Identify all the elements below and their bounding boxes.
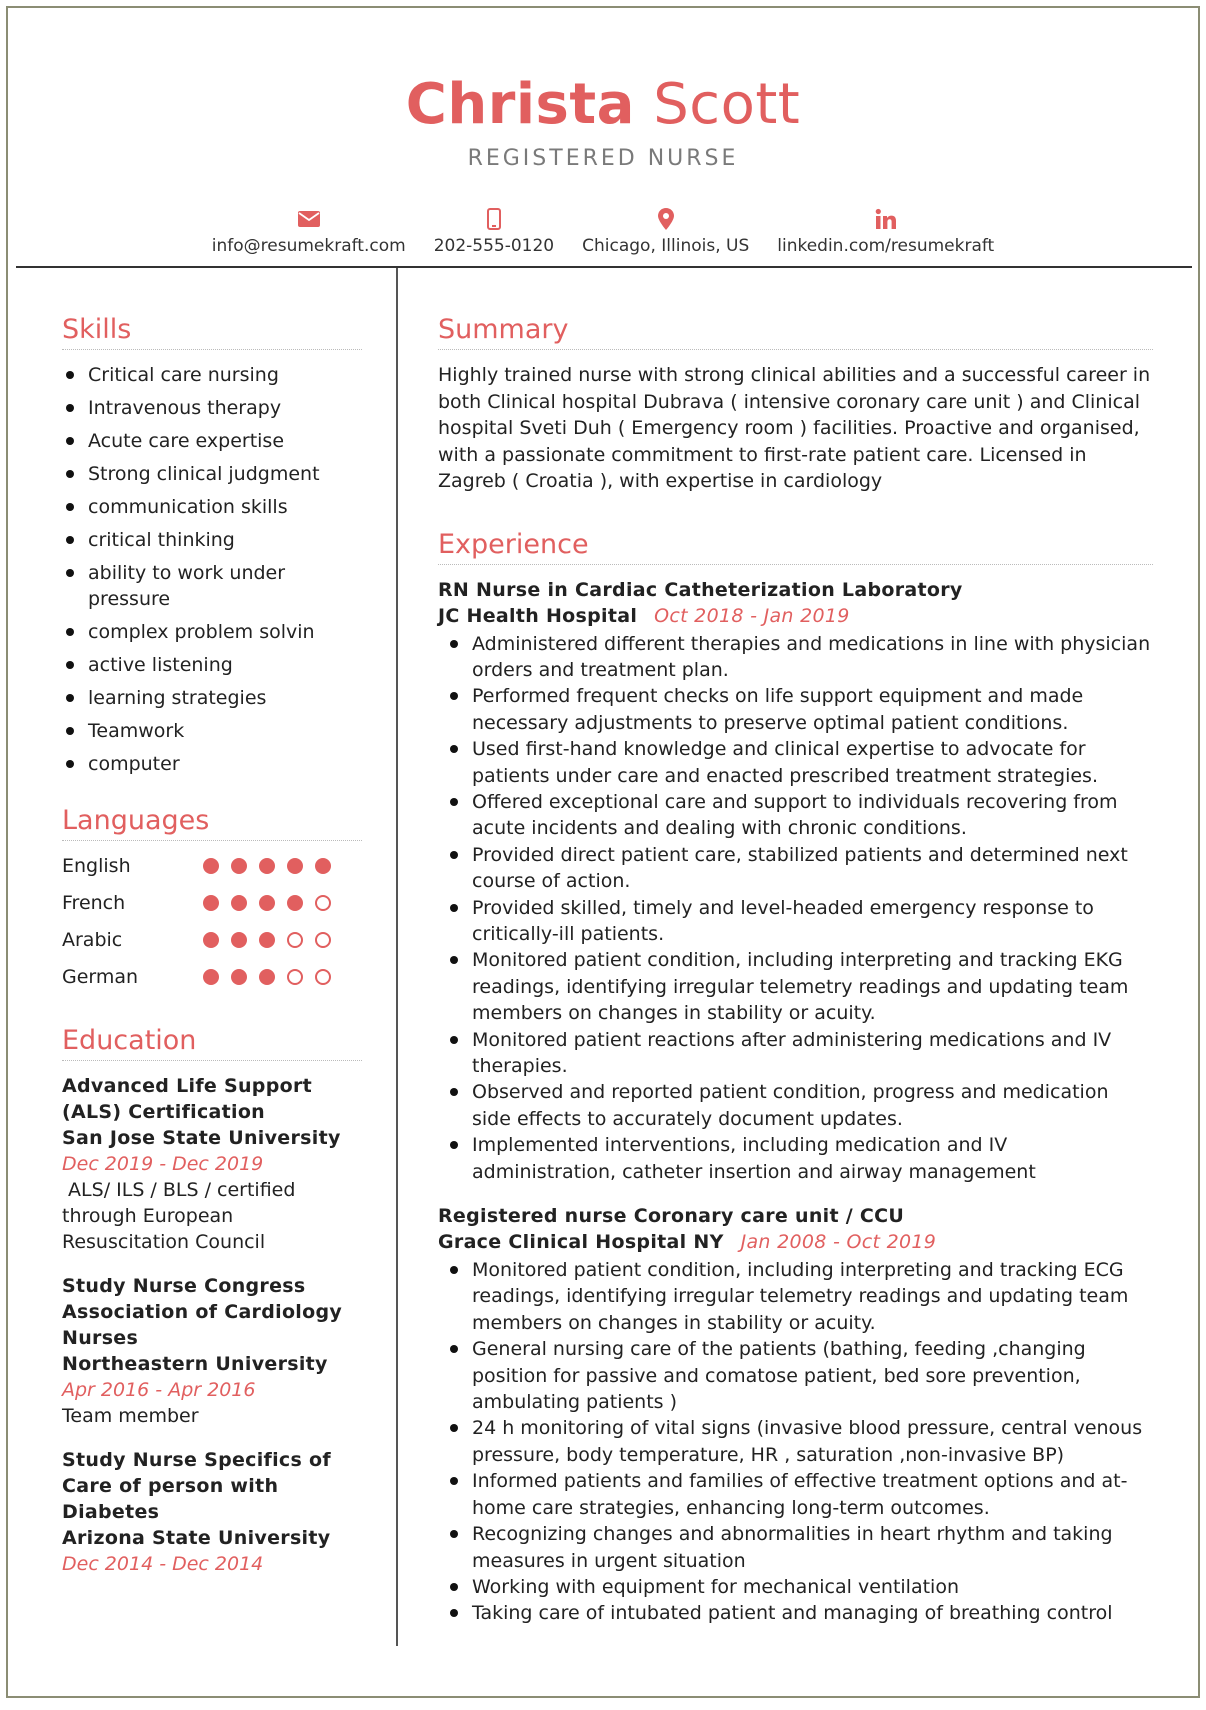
- language-row: [62, 958, 362, 995]
- education-degree: Study Nurse Specifics of Care of person with Diabetes: [62, 1449, 331, 1523]
- job-employer: JC Health Hospital: [438, 604, 638, 627]
- level-dot-empty: [315, 895, 331, 911]
- list-item: Intravenous therapy: [62, 395, 362, 421]
- education-dates: Dec 2014 - Dec 2014: [62, 1553, 264, 1575]
- list-item: Monitored patient reactions after administering medications and IV therapies.: [438, 1027, 1153, 1080]
- level-dot-filled: [203, 895, 219, 911]
- education-description: ALS/ ILS / BLS / certified through European Resuscitation Council: [62, 1179, 302, 1253]
- location-pin-icon: [658, 208, 674, 230]
- language-level: [203, 858, 331, 874]
- list-item: Administered different therapies and medications in line with physician orders and treatment plan.: [438, 631, 1153, 684]
- contact-location-text: Chicago, Illinois, US: [582, 236, 750, 256]
- summary-heading: Summary: [438, 314, 1153, 350]
- level-dot-filled: [203, 858, 219, 874]
- language-name: English: [62, 854, 131, 877]
- list-item: Observed and reported patient condition, progress and medication side effects to accurately document updates.: [438, 1079, 1153, 1132]
- contact-email[interactable]: [212, 208, 406, 256]
- list-item: Working with equipment for mechanical ventilation: [438, 1574, 1153, 1600]
- language-row: [62, 847, 362, 884]
- experience-heading: Experience: [438, 529, 1153, 565]
- contact-phone[interactable]: [434, 208, 554, 256]
- column-divider: [396, 268, 398, 1646]
- email-icon: [298, 208, 320, 230]
- list-item: Offered exceptional care and support to individuals recovering from acute incidents and dealing with chronic conditions.: [438, 789, 1153, 842]
- list-item: critical thinking: [62, 527, 362, 553]
- level-dot-filled: [231, 895, 247, 911]
- list-item: Acute care expertise: [62, 428, 362, 454]
- contact-location[interactable]: [582, 208, 749, 256]
- skills-heading: Skills: [62, 314, 362, 350]
- right-column: [438, 314, 1153, 1627]
- level-dot-filled: [287, 858, 303, 874]
- education-degree: Study Nurse Congress Association of Cardiology Nurses: [62, 1275, 343, 1349]
- education-heading: Education: [62, 1025, 362, 1061]
- list-item: ability to work under pressure: [62, 560, 362, 612]
- level-dot-filled: [203, 969, 219, 985]
- level-dot-filled: [259, 858, 275, 874]
- job-title: REGISTERED NURSE: [467, 146, 739, 171]
- list-item: learning strategies: [62, 685, 362, 711]
- language-level: [203, 932, 331, 948]
- education-item: [62, 1447, 362, 1577]
- resume-page: [6, 6, 1200, 1698]
- job-employer: Grace Clinical Hospital NY: [438, 1231, 724, 1254]
- level-dot-filled: [203, 932, 219, 948]
- list-item: Implemented interventions, including medication and IV administration, catheter insertion and airway management: [438, 1132, 1153, 1185]
- language-row: [62, 921, 362, 958]
- list-item: Strong clinical judgment: [62, 461, 362, 487]
- job-employer-line: [438, 1229, 1153, 1255]
- job-employer-line: [438, 603, 1153, 629]
- education-school: San Jose State University: [62, 1127, 341, 1149]
- education-description: Team member: [62, 1405, 199, 1427]
- list-item: Provided skilled, timely and level-headed emergency response to critically-ill patients.: [438, 895, 1153, 948]
- level-dot-filled: [231, 858, 247, 874]
- language-row: [62, 884, 362, 921]
- phone-icon: [487, 208, 501, 230]
- list-item: Informed patients and families of effective treatment options and at-home care strategies, enhancing long-term outcomes.: [438, 1468, 1153, 1521]
- list-item: Monitored patient condition, including interpreting and tracking EKG readings, identifying irregular telemetry readings and updating team members on changes in stability or acuity.: [438, 947, 1153, 1026]
- list-item: Used first-hand knowledge and clinical expertise to advocate for patients under care and enacted prescribed treatment strategies.: [438, 736, 1153, 789]
- candidate-name: [8, 70, 1198, 140]
- job-dates: Oct 2018 - Jan 2019: [654, 604, 850, 627]
- job-entry: [438, 1203, 1153, 1627]
- job-role: RN Nurse in Cardiac Catheterization Laboratory: [438, 578, 963, 601]
- summary-text: Highly trained nurse with strong clinical abilities and a successful career in both Clinical hospital Dubrava ( intensive coronary care unit ) and Clinical hospital Sveti Duh ( Emergency room ) facilities. Proactive and organised, with a passionate commitment to first-rate patient care. Licensed in Zagreb ( Croatia ), with expertise in cardiology: [438, 364, 1151, 492]
- level-dot-empty: [287, 932, 303, 948]
- left-column: [62, 314, 362, 1595]
- last-name: Scott: [653, 72, 801, 137]
- job-dates: Jan 2008 - Oct 2019: [740, 1231, 937, 1254]
- languages-list: [62, 847, 362, 995]
- list-item: communication skills: [62, 494, 362, 520]
- language-name: French: [62, 891, 126, 914]
- contact-linkedin[interactable]: [777, 208, 994, 256]
- education-degree: Advanced Life Support (ALS) Certification: [62, 1075, 313, 1123]
- level-dot-filled: [259, 932, 275, 948]
- contact-email-text: info@resumekraft.com: [211, 236, 406, 256]
- first-name: Christa: [405, 72, 635, 137]
- job-bullets: [438, 1257, 1153, 1627]
- education-item: [62, 1273, 362, 1429]
- list-item: Critical care nursing: [62, 362, 362, 388]
- level-dot-empty: [315, 969, 331, 985]
- level-dot-filled: [259, 895, 275, 911]
- linkedin-icon: [875, 208, 897, 230]
- list-item: Teamwork: [62, 718, 362, 744]
- list-item: Performed frequent checks on life support equipment and made necessary adjustments to preserve optimal patient conditions.: [438, 683, 1153, 736]
- list-item: active listening: [62, 652, 362, 678]
- language-name: Arabic: [62, 928, 123, 951]
- list-item: 24 h monitoring of vital signs (invasive blood pressure, central venous pressure, body temperature, HR , saturation ,non-invasive BP): [438, 1415, 1153, 1468]
- education-item: [62, 1073, 362, 1255]
- education-list: [62, 1073, 362, 1577]
- skills-list: [62, 362, 362, 777]
- job-role: Registered nurse Coronary care unit / CCU: [438, 1205, 905, 1228]
- level-dot-empty: [315, 932, 331, 948]
- language-name: German: [62, 965, 139, 988]
- level-dot-filled: [231, 932, 247, 948]
- contact-phone-text: 202-555-0120: [433, 236, 555, 256]
- level-dot-empty: [287, 969, 303, 985]
- education-school: Northeastern University: [62, 1353, 328, 1375]
- education-dates: Apr 2016 - Apr 2016: [62, 1379, 256, 1401]
- list-item: Monitored patient condition, including interpreting and tracking ECG readings, identifying irregular telemetry readings and updating team members on changes in stability or acuity.: [438, 1257, 1153, 1336]
- level-dot-filled: [231, 969, 247, 985]
- list-item: Taking care of intubated patient and managing of breathing control: [438, 1600, 1153, 1626]
- job-entry: [438, 577, 1153, 1186]
- education-dates: Dec 2019 - Dec 2019: [62, 1153, 264, 1175]
- contact-bar: [8, 208, 1198, 256]
- education-school: Arizona State University: [62, 1527, 331, 1549]
- contact-linkedin-text: linkedin.com/resumekraft: [777, 236, 995, 256]
- list-item: Provided direct patient care, stabilized patients and determined next course of action.: [438, 842, 1153, 895]
- level-dot-filled: [259, 969, 275, 985]
- language-level: [203, 969, 331, 985]
- header-divider: [16, 266, 1192, 268]
- list-item: Recognizing changes and abnormalities in heart rhythm and taking measures in urgent situation: [438, 1521, 1153, 1574]
- list-item: computer: [62, 751, 362, 777]
- level-dot-filled: [287, 895, 303, 911]
- job-bullets: [438, 631, 1153, 1186]
- level-dot-filled: [315, 858, 331, 874]
- list-item: General nursing care of the patients (bathing, feeding ,changing position for passive and comatose patient, bed sore prevention, ambulating patients ): [438, 1336, 1153, 1415]
- language-level: [203, 895, 331, 911]
- languages-heading: Languages: [62, 805, 362, 841]
- list-item: complex problem solvin: [62, 619, 362, 645]
